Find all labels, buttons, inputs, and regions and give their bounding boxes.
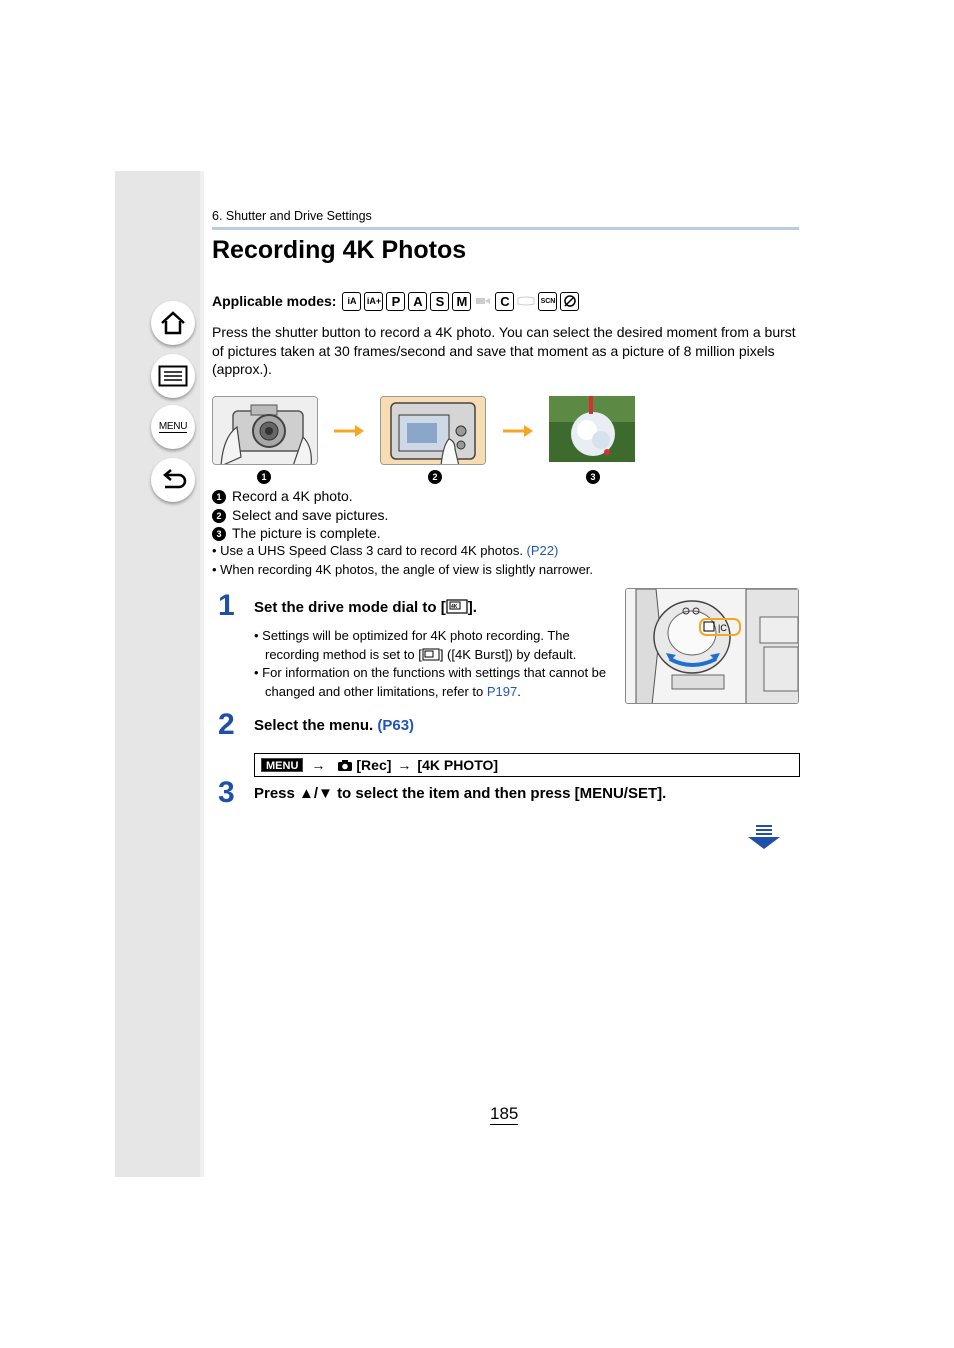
intro-paragraph: Press the shutter button to record a 4K photo. You can select the desired moment from a burst of pictures taken at 30 frames/second and save that moment as a picture of 8 million pixels (approx.). (212, 324, 796, 377)
home-button[interactable] (151, 301, 195, 345)
mode-p: P (386, 292, 405, 311)
contents-button[interactable] (151, 354, 195, 398)
figure-marker-2: 2 (428, 468, 442, 486)
menu-path-arrow: → (397, 757, 412, 773)
menu-button[interactable] (151, 405, 195, 449)
step2-title: Select the menu. (P63) (254, 717, 415, 734)
list-text: The picture is complete. (232, 525, 381, 541)
arrow-right-icon (502, 424, 534, 438)
list-text: Select and save pictures. (232, 507, 389, 523)
list-item (212, 488, 353, 504)
list-item (212, 525, 381, 541)
link-p22[interactable]: (P22) (526, 543, 559, 558)
link-p197[interactable]: P197 (486, 683, 518, 699)
list-text: Record a 4K photo. (232, 488, 353, 504)
note-angle: • When recording 4K photos, the angle of view is slightly narrower. (212, 562, 594, 577)
svg-text:4K: 4K (450, 604, 458, 610)
step3-title: Press ▲/▼ to select the item and then press [MENU/SET]. (254, 785, 667, 802)
link-p63[interactable]: (P63) (377, 717, 415, 734)
mode-panorama-icon (517, 292, 535, 311)
step1-bullet-2: • For information on the functions with settings that cannot be changed and other limitations, refer to P197. (254, 665, 607, 699)
photo-complete (549, 396, 635, 462)
mode-a: A (408, 292, 427, 311)
note-card: • Use a UHS Speed Class 3 card to record 4K photos. (P22) (212, 543, 559, 558)
mode-s: S (430, 292, 449, 311)
list-number: 3 (212, 527, 226, 541)
back-button[interactable] (151, 458, 195, 502)
list-item (212, 507, 388, 523)
header-rule (212, 227, 799, 230)
sidebar-edge (200, 171, 204, 1177)
applicable-modes (212, 290, 582, 312)
menu-path (254, 753, 800, 777)
svg-text:|C: |C (718, 623, 727, 633)
mode-m: M (452, 292, 471, 311)
breadcrumb: 6. Shutter and Drive Settings (212, 209, 372, 223)
photo-record (212, 396, 318, 465)
mode-scn: SCN (538, 292, 557, 311)
menu-label: MENU (158, 421, 188, 432)
home-icon (159, 310, 187, 336)
camera-icon (337, 759, 353, 772)
figure-marker-3: 3 (586, 468, 600, 486)
drive-mode-dial-illustration (625, 588, 799, 704)
step1-title: Set the drive mode dial to [ 4K ]. (254, 599, 477, 616)
arrow-right-icon (333, 424, 365, 438)
list-icon (158, 365, 188, 387)
4k-burst-icon (422, 648, 440, 661)
mode-ia-plus: iA+ (364, 292, 383, 311)
mode-c: C (495, 292, 514, 311)
figure-marker-1: 1 (257, 468, 271, 486)
page-title: Recording 4K Photos (212, 236, 467, 264)
4k-burst-icon (446, 599, 468, 614)
mode-ia: iA (342, 292, 361, 311)
mode-movie-icon (474, 292, 492, 311)
mode-creative-icon (560, 292, 579, 311)
step-number-1: 1 (218, 589, 235, 622)
list-number: 1 (212, 490, 226, 504)
step1-bullets (254, 627, 614, 701)
next-page-arrow-icon[interactable] (747, 825, 781, 851)
applicable-modes-label: Applicable modes: (212, 293, 337, 309)
photo-select (380, 396, 486, 465)
menu-path-arrow: → (311, 757, 326, 773)
step1-bullet-1: • Settings will be optimized for 4K photo recording. The recording method is set to [ ] ([4K Burst]) by default. (254, 628, 577, 662)
menu-path-rec: [Rec] (356, 757, 392, 773)
list-number: 2 (212, 509, 226, 523)
menu-badge: MENU (261, 758, 303, 772)
back-arrow-icon (159, 467, 187, 493)
step-number-2: 2 (218, 708, 235, 741)
menu-path-item: [4K PHOTO] (417, 757, 499, 773)
page-number: 185 (490, 1104, 519, 1123)
step-number-3: 3 (218, 776, 235, 809)
